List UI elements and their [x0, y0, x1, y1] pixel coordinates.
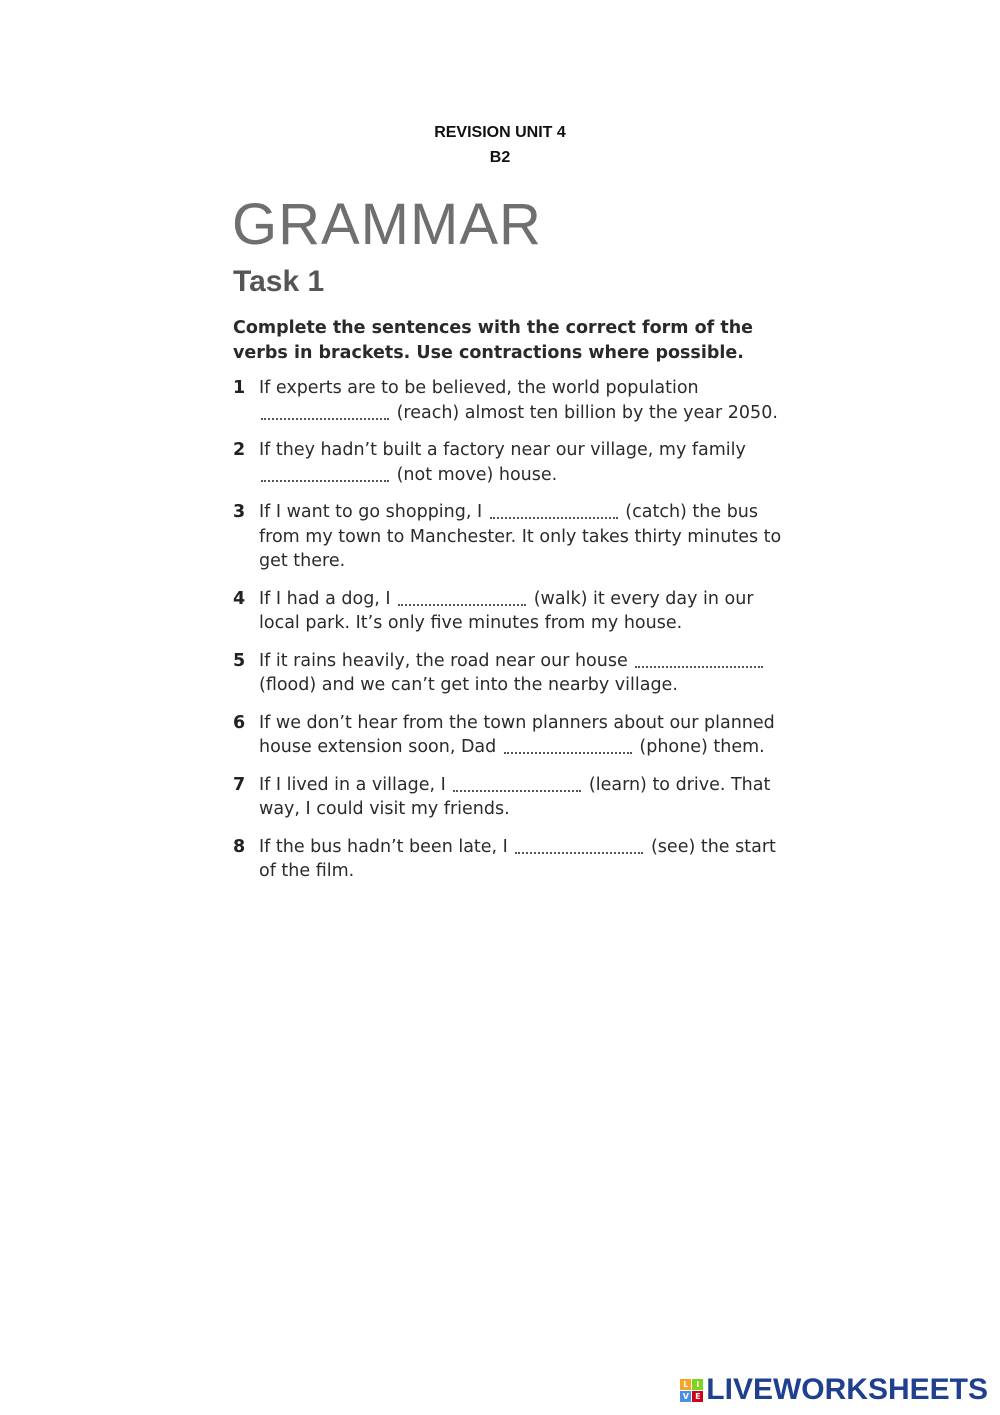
item-text [259, 773, 793, 822]
item-number: 7 [233, 774, 246, 795]
answer-blank[interactable] [635, 650, 763, 668]
liveworksheets-logo-icon [680, 1379, 703, 1402]
exercise-item [233, 438, 793, 487]
sentence-start: If it rains heavily, the road near our house [259, 650, 634, 671]
logo-letter-square: L [680, 1379, 691, 1390]
logo-letter-square: I [692, 1379, 703, 1390]
exercise-item [233, 587, 793, 636]
worksheet-header [0, 120, 1000, 170]
item-text [259, 376, 793, 425]
item-text [259, 438, 793, 487]
sentence-start: If experts are to be believed, the world population [259, 378, 699, 398]
exercise-item [233, 773, 793, 822]
item-text [259, 587, 793, 636]
item-number: 1 [233, 378, 246, 398]
sentence-end: (learn) to drive. That way, I could visit my friends. [259, 774, 771, 819]
answer-blank[interactable] [490, 501, 618, 519]
item-number: 5 [233, 650, 246, 671]
sentence-end: (catch) the bus from my town to Manchester. It only takes thirty minutes to get there. [259, 502, 782, 571]
section-title: GRAMMAR [232, 192, 542, 257]
sentence-end: (reach) almost ten billion by the year 2050. [391, 402, 778, 423]
exercise-item [233, 500, 793, 574]
item-number: 6 [233, 712, 246, 733]
answer-blank[interactable] [261, 464, 389, 482]
sentence-end: (walk) it every day in our local park. It’s only five minutes from my house. [259, 588, 754, 633]
task-title: Task 1 [233, 265, 325, 298]
logo-text: LIVEWORKSHEETS [706, 1373, 988, 1406]
item-number: 4 [233, 588, 246, 609]
item-text [259, 500, 793, 574]
sentence-start: If I want to go shopping, I [259, 502, 488, 522]
sentence-end: (flood) and we can’t get into the nearby village. [259, 675, 678, 695]
item-text [259, 649, 793, 698]
exercise-item [233, 711, 793, 760]
exercise-list [233, 376, 793, 897]
item-text [259, 835, 793, 884]
sentence-start: If they hadn’t built a factory near our village, my family [259, 440, 746, 460]
logo-letter-square: E [692, 1391, 703, 1402]
logo-letter-square: V [680, 1391, 691, 1402]
liveworksheets-logo [680, 1373, 988, 1407]
sentence-start: If we don’t hear from the town planners about our planned house extension soon, Dad [259, 712, 775, 757]
answer-blank[interactable] [453, 774, 581, 792]
answer-blank[interactable] [515, 836, 643, 854]
sentence-start: If I lived in a village, I [259, 774, 452, 795]
sentence-end: (not move) house. [391, 464, 558, 485]
item-number: 3 [233, 502, 246, 522]
instructions: Complete the sentences with the correct form of the verbs in brackets. Use contractions where possible. [233, 318, 754, 363]
sentence-end: (phone) them. [633, 737, 765, 757]
exercise-item [233, 376, 793, 425]
answer-blank[interactable] [261, 402, 389, 420]
item-number: 2 [233, 440, 246, 460]
header-unit: REVISION UNIT 4 [434, 124, 566, 141]
exercise-item [233, 649, 793, 698]
exercise-item [233, 835, 793, 884]
item-text [259, 711, 793, 760]
answer-blank[interactable] [398, 588, 526, 606]
header-level: B2 [489, 149, 511, 166]
item-number: 8 [233, 836, 246, 857]
sentence-end: (see) the start of the film. [259, 836, 776, 881]
answer-blank[interactable] [504, 736, 632, 754]
sentence-start: If I had a dog, I [259, 588, 397, 609]
sentence-start: If the bus hadn’t been late, I [259, 836, 514, 857]
